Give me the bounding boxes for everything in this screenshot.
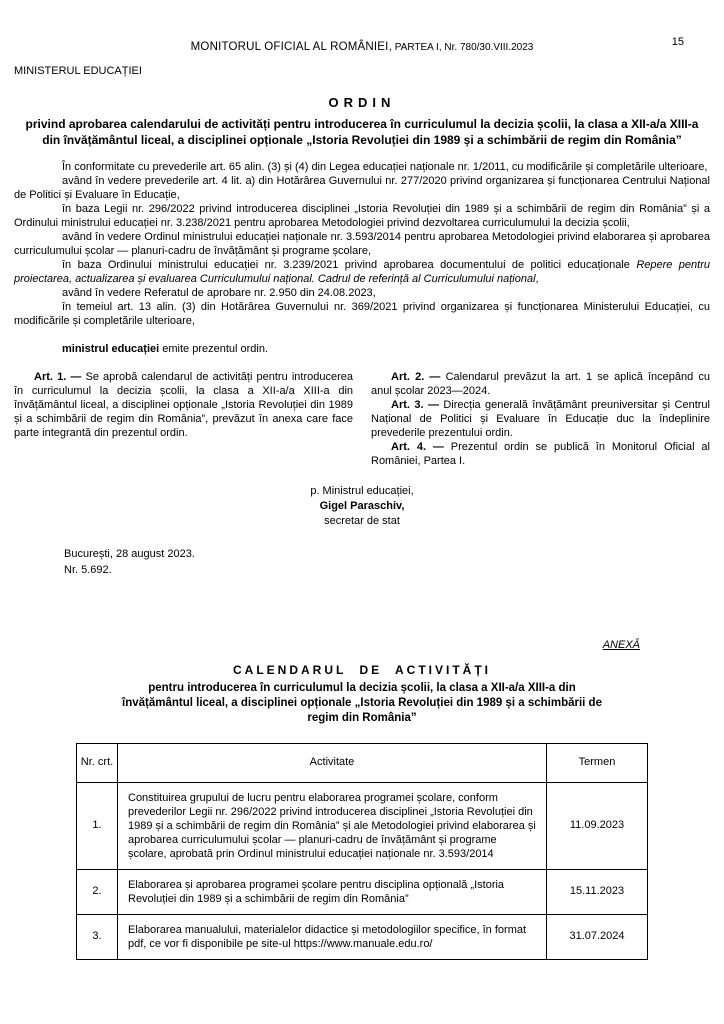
articles-columns xyxy=(14,371,710,469)
preamble-paragraph xyxy=(14,231,710,259)
text-segment: Repere pentru proiectarea, actualizarea și evaluarea Curriculumului național. Cadrul de referință al Curriculumului național xyxy=(14,258,711,285)
issue-place-date: București, 28 august 2023. xyxy=(64,548,195,560)
page-header xyxy=(14,36,710,55)
text-segment: în baza Ordinului ministrului educației nr. 3.239/2021 privind aprobarea documentului de politici educaționale xyxy=(62,258,637,271)
activities-table xyxy=(76,743,648,961)
text-segment: Art. 4. — xyxy=(391,440,451,453)
table-cell-termen: 31.07.2024 xyxy=(547,915,648,960)
articles-right-column xyxy=(371,371,710,469)
text-segment: având în vedere prevederile art. 4 lit. a) din Hotărârea Guvernului nr. 277/2020 privind organizarea și funcționarea Centrului Național de Politici și Evaluare în Educație, xyxy=(14,175,710,202)
preamble xyxy=(14,161,710,329)
table-cell-activity: Constituirea grupului de lucru pentru elaborarea programei școlare, conform prevederilor Legii nr. 296/2022 privind introducerea disciplinei „Istoria Revoluției din 1989 și a schimbării de regim din România” și ale Metodologiei privind elaborarea și aprobarea curriculumului școlar — planuri-cadru de învățământ și programe școlare, aprobată prin Ordinul ministrului educației naționale nr. 3.593/2014 xyxy=(118,782,547,869)
page-number: 15 xyxy=(671,36,684,48)
signature-role: p. Ministrul educației, xyxy=(310,485,414,498)
journal-title: MONITORUL OFICIAL AL ROMÂNIEI, xyxy=(190,41,392,53)
text-segment: Se aprobă calendarul de activități pentru introducerea în curriculumul la decizia școlii, la clasa a XII-a/a XIII-a din învățământul liceal, a disciplinei opționale „Istoria Revoluției din 1989 și a schimbării de regim din România”, prevăzut în anexa care face parte integrantă din prezentul ordin. xyxy=(14,370,353,439)
text-segment: Art. 3. — xyxy=(391,398,444,411)
preamble-paragraph xyxy=(14,161,710,175)
table-cell-termen: 15.11.2023 xyxy=(547,869,648,914)
table-cell-nr: 1. xyxy=(77,782,118,869)
preamble-paragraph xyxy=(14,203,710,231)
article-paragraph xyxy=(371,441,710,469)
table-cell-activity: Elaborarea și aprobarea programei școlare pentru disciplina opțională „Istoria Revoluției din 1989 și a schimbării de regim din România” xyxy=(118,869,547,914)
text-segment: , xyxy=(535,272,539,285)
article-paragraph xyxy=(14,371,353,441)
article-paragraph xyxy=(371,371,710,399)
text-segment: În conformitate cu prevederile art. 65 alin. (3) și (4) din Legea educației naționale nr. 1/2011, cu modificările și completările ulterioare, xyxy=(62,161,708,174)
table-row xyxy=(77,915,648,960)
preamble-paragraph xyxy=(14,175,710,203)
text-segment: ministrul educației xyxy=(62,342,160,355)
issue-block xyxy=(14,547,710,579)
text-segment: în baza Legii nr. 296/2022 privind introducerea disciplinei „Istoria Revoluției din 1989 și a schimbării de regim din România” și a Ordinului ministrului educației nr. 3.238/2021 pentru aprobarea Metodologiei privind dezvoltarea curriculumului la decizia școlii, xyxy=(14,203,710,229)
preamble-paragraph xyxy=(14,259,710,287)
table-cell-nr: 3. xyxy=(77,915,118,960)
articles-left-column xyxy=(14,371,353,469)
text-segment: Art. 1. — xyxy=(34,370,86,383)
table-row xyxy=(77,782,648,869)
annex-label: ANEXĂ xyxy=(602,638,640,651)
table-row xyxy=(77,869,648,914)
enacting-clause xyxy=(14,343,710,357)
table-column-header: Nr. crt. xyxy=(77,743,118,782)
text-segment: emite prezentul ordin. xyxy=(159,342,269,355)
issuing-ministry: MINISTERUL EDUCAȚIEI xyxy=(14,64,142,77)
text-segment: având în vedere Ordinul ministrului educației naționale nr. 3.593/2014 pentru aprobarea Metodologiei privind elaborarea și aprobarea curriculumului școlar — planuri-cadru de învățământ și programe școlare, xyxy=(14,230,710,257)
annex-subtitle: pentru introducerea în curriculumul la decizia școlii, la clasa a XII-a/a XIII-a din învățământul liceal, a disciplinei opționale „Istoria Revoluției din 1989 și a schimbării de regim din România” xyxy=(122,682,602,725)
text-segment: Prezentul ordin se publică în Monitorul Oficial al României, Partea I. xyxy=(371,440,710,467)
order-title: ORDIN xyxy=(328,94,396,110)
signature-name: Gigel Paraschiv, xyxy=(319,500,405,513)
table-header-row xyxy=(77,743,648,782)
text-segment: Direcția generală învățământ preuniversitar și Centrul Național de Politici și Evaluare în Educație duc la îndeplinire prevederile prezentului ordin. xyxy=(371,398,710,439)
table-column-header: Activitate xyxy=(118,743,547,782)
signature-block xyxy=(14,484,710,529)
text-segment: Calendarul prevăzut la art. 1 se aplică începând cu anul școlar 2023—2024. xyxy=(371,370,710,397)
journal-issue-info: PARTEA I, Nr. 780/30.VIII.2023 xyxy=(391,42,534,53)
text-segment: având în vedere Referatul de aprobare nr. 2.950 din 24.08.2023, xyxy=(62,286,376,299)
table-cell-nr: 2. xyxy=(77,869,118,914)
issue-number: Nr. 5.692. xyxy=(64,563,112,576)
article-paragraph xyxy=(371,399,710,441)
table-column-header: Termen xyxy=(547,743,648,782)
preamble-paragraph xyxy=(14,287,710,301)
preamble-paragraph xyxy=(14,301,710,329)
text-segment: Art. 2. — xyxy=(391,370,446,383)
table-cell-activity: Elaborarea manualului, materialelor didactice și metodologiilor specifice, în format pdf, ce vor fi disponibile pe site-ul https://www.manuale.edu.ro/ xyxy=(118,915,547,960)
text-segment: în temeiul art. 13 alin. (3) din Hotărârea Guvernului nr. 369/2021 privind organizarea și funcționarea Ministerului Educației, cu modificările și completările ulterioare, xyxy=(14,300,710,327)
order-subtitle: privind aprobarea calendarului de activități pentru introducerea în curriculumul la decizia școlii, la clasa a XII-a/a XIII-a din învățământul liceal, a disciplinei opționale „Istoria Revoluției din 1989 și a schimbării de regim din România” xyxy=(25,117,699,148)
table-cell-termen: 11.09.2023 xyxy=(547,782,648,869)
annex-heading: CALENDARUL DE ACTIVITĂȚI xyxy=(233,662,491,677)
signature-title: secretar de stat xyxy=(324,515,400,528)
